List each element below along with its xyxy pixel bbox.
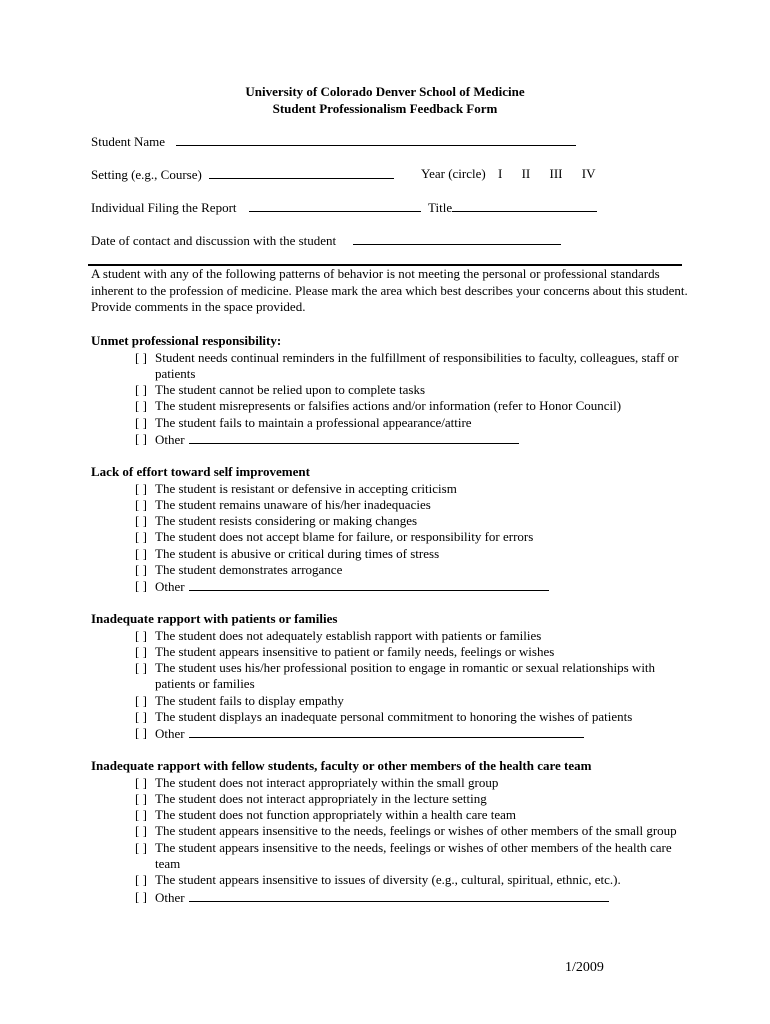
other-label: Other — [155, 431, 185, 447]
checkbox[interactable]: [ ] — [135, 807, 147, 823]
item-text: The student does not adequately establish rapport with patients or families — [155, 627, 542, 643]
year-option-3[interactable]: III — [549, 166, 563, 181]
list-item — [91, 628, 711, 644]
item-text: The student misrepresents or falsifies actions and/or information (refer to Honor Council) — [155, 398, 622, 414]
section-patient-rapport — [91, 611, 711, 743]
checkbox[interactable]: [ ] — [135, 430, 147, 446]
list-item — [91, 481, 711, 497]
list-item — [91, 660, 695, 693]
checkbox[interactable]: [ ] — [135, 627, 147, 643]
item-text: The student appears insensitive to issues of diversity (e.g., cultural, spiritual, ethnic, etc.). — [155, 872, 621, 888]
filer-label: Individual Filing the Report — [91, 200, 237, 215]
checkbox[interactable]: [ ] — [135, 496, 147, 512]
checkbox[interactable]: [ ] — [135, 823, 147, 839]
year-row — [421, 166, 595, 182]
list-item — [91, 823, 700, 839]
checkbox[interactable]: [ ] — [135, 643, 147, 659]
checkbox[interactable]: [ ] — [135, 382, 147, 398]
checkbox[interactable]: [ ] — [135, 414, 147, 430]
item-text: The student resists considering or making changes — [155, 513, 418, 529]
intro-paragraph: A student with any of the following patterns of behavior is not meeting the personal or professional standards inherent to the profession of medicine. Please mark the area which best describes your concerns about this student. Provide comments in the space provided. — [91, 266, 688, 314]
other-item — [91, 578, 711, 595]
list-item — [91, 497, 711, 513]
checkbox[interactable]: [ ] — [135, 660, 147, 676]
filer-row — [91, 199, 597, 216]
item-text: The student appears insensitive to the needs, feelings or wishes of other members of the health care team — [155, 839, 672, 871]
item-text: The student is abusive or critical during times of stress — [155, 545, 440, 561]
checkbox[interactable]: [ ] — [135, 790, 147, 806]
item-text: The student is resistant or defensive in accepting criticism — [155, 480, 457, 496]
title-field[interactable] — [452, 199, 597, 212]
contact-date-field[interactable] — [353, 232, 561, 245]
checkbox[interactable]: [ ] — [135, 349, 147, 365]
checkbox[interactable]: [ ] — [135, 545, 147, 561]
list-item — [91, 644, 711, 660]
form-title: Student Professionalism Feedback Form — [272, 101, 498, 116]
section-responsibility — [91, 333, 711, 448]
list-item — [91, 709, 711, 725]
other-item — [91, 889, 711, 906]
year-option-1[interactable]: I — [497, 166, 503, 181]
other-label: Other — [155, 726, 185, 742]
item-text: The student fails to display empathy — [155, 692, 344, 708]
university-title: University of Colorado Denver School of Medicine — [245, 84, 525, 99]
section-heading: Lack of effort toward self improvement — [91, 464, 310, 479]
section-heading: Inadequate rapport with patients or families — [91, 611, 338, 626]
list-item — [91, 807, 711, 823]
item-text: The student does not accept blame for failure, or responsibility for errors — [155, 529, 534, 545]
other-field[interactable] — [189, 889, 609, 902]
setting-row — [91, 166, 394, 183]
other-item — [91, 431, 711, 448]
list-item — [91, 513, 711, 529]
checkbox[interactable]: [ ] — [135, 529, 147, 545]
list-item — [91, 840, 700, 873]
list-item — [91, 546, 711, 562]
checkbox[interactable]: [ ] — [135, 888, 147, 904]
item-text: The student appears insensitive to patient or family needs, feelings or wishes — [155, 643, 555, 659]
item-text: The student does not interact appropriately in the lecture setting — [155, 790, 487, 806]
item-text: Student needs continual reminders in the fulfillment of responsibilities to faculty, colleagues, staff or patients — [155, 349, 679, 381]
year-label: Year (circle) — [421, 166, 486, 181]
list-item — [91, 415, 711, 431]
list-item — [91, 872, 711, 888]
section-heading: Unmet professional responsibility: — [91, 333, 282, 348]
year-option-2[interactable]: II — [521, 166, 531, 181]
contact-date-row — [91, 232, 561, 249]
section-self-improvement — [91, 464, 711, 596]
item-text: The student cannot be relied upon to complete tasks — [155, 382, 426, 398]
checkbox[interactable]: [ ] — [135, 398, 147, 414]
other-label: Other — [155, 889, 185, 905]
list-item — [91, 775, 711, 791]
filer-field[interactable] — [249, 199, 421, 212]
list-item — [91, 382, 711, 398]
setting-field[interactable] — [209, 166, 394, 179]
list-item — [91, 562, 711, 578]
other-field[interactable] — [189, 578, 549, 591]
list-item — [91, 350, 711, 383]
item-text: The student remains unaware of his/her inadequacies — [155, 496, 431, 512]
list-item — [91, 791, 711, 807]
checkbox[interactable]: [ ] — [135, 561, 147, 577]
other-item — [91, 725, 711, 742]
checkbox[interactable]: [ ] — [135, 578, 147, 594]
item-text: The student demonstrates arrogance — [155, 561, 343, 577]
checkbox[interactable]: [ ] — [135, 872, 147, 888]
other-field[interactable] — [189, 431, 519, 444]
revision-date: 1/2009 — [565, 960, 604, 975]
student-name-row — [91, 133, 576, 150]
item-text: The student does not function appropriately within a health care team — [155, 807, 516, 823]
list-item — [91, 529, 711, 545]
item-text: The student displays an inadequate personal commitment to honoring the wishes of patients — [155, 708, 633, 724]
item-text: The student does not interact appropriately within the small group — [155, 774, 499, 790]
other-label: Other — [155, 579, 185, 595]
section-team-rapport — [91, 758, 711, 906]
list-item — [91, 693, 711, 709]
year-option-4[interactable]: IV — [581, 166, 596, 181]
checkbox[interactable]: [ ] — [135, 839, 147, 855]
contact-date-label: Date of contact and discussion with the student — [91, 233, 337, 248]
checkbox[interactable]: [ ] — [135, 708, 147, 724]
setting-label: Setting (e.g., Course) — [91, 167, 202, 182]
checkbox[interactable]: [ ] — [135, 513, 147, 529]
checkbox[interactable]: [ ] — [135, 480, 147, 496]
item-text: The student appears insensitive to the needs, feelings or wishes of other members of the small group — [155, 823, 677, 839]
list-item — [91, 398, 711, 414]
checkbox[interactable]: [ ] — [135, 774, 147, 790]
student-name-label: Student Name — [91, 134, 166, 149]
checkbox[interactable]: [ ] — [135, 692, 147, 708]
student-name-field[interactable] — [176, 133, 576, 146]
section-heading: Inadequate rapport with fellow students, faculty or other members of the health care team — [91, 758, 592, 773]
other-field[interactable] — [189, 725, 584, 738]
item-text: The student uses his/her professional position to engage in romantic or sexual relationships with patients or families — [155, 660, 656, 692]
checkbox[interactable]: [ ] — [135, 725, 147, 741]
title-label: Title — [428, 200, 453, 215]
item-text: The student fails to maintain a professional appearance/attire — [155, 414, 472, 430]
